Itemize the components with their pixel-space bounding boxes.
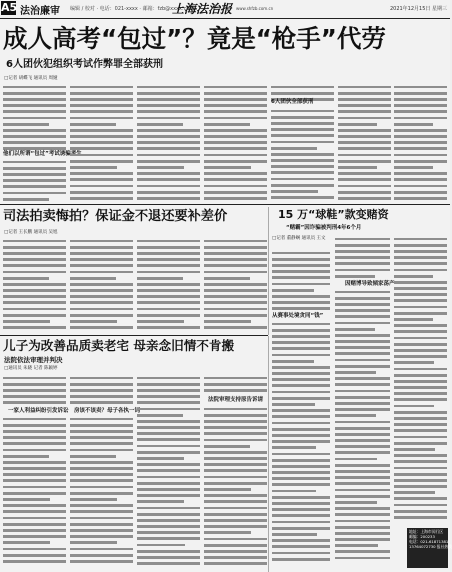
text-line [394, 477, 447, 483]
text-line [3, 472, 66, 478]
ball-col-1b [272, 321, 330, 566]
text-line [272, 432, 330, 438]
text-line [272, 269, 330, 275]
text-line [335, 273, 390, 279]
text-line [394, 103, 447, 109]
text-line [335, 332, 390, 338]
text-line [272, 470, 330, 476]
text-line [70, 394, 133, 400]
text-line [204, 96, 267, 102]
text-line [3, 171, 66, 177]
text-line [204, 281, 267, 287]
text-line [3, 387, 66, 393]
text-line [3, 558, 66, 564]
column-rule-1 [268, 207, 269, 335]
house-subheadline: 法院依法审理并判决 [4, 356, 63, 364]
main-section-head-1: 他们以所谓“包过”考试诱骗考生 [3, 151, 82, 157]
text-line [394, 385, 447, 391]
text-line [3, 281, 66, 287]
text-line [3, 534, 66, 540]
text-line [271, 164, 334, 170]
text-line [137, 554, 200, 560]
text-line [335, 506, 390, 512]
column-rule-2 [268, 336, 269, 572]
text-line [70, 96, 133, 102]
text-line [394, 127, 447, 133]
text-line [335, 530, 390, 536]
auction-col-2 [70, 238, 133, 333]
text-line [204, 462, 267, 468]
text-line [70, 134, 133, 140]
text-line [70, 534, 133, 540]
text-line [394, 354, 447, 360]
house-byline: □通讯员 朱晓 记者 陈颖婷 [4, 366, 58, 371]
text-line [137, 103, 200, 109]
text-line [272, 262, 330, 268]
text-line [335, 248, 390, 254]
text-line [137, 294, 200, 300]
text-line [70, 195, 133, 201]
text-line [335, 376, 390, 382]
house-col-4b [204, 406, 267, 566]
ball-col-3 [394, 236, 447, 526]
text-line [3, 435, 66, 441]
text-line [338, 134, 391, 140]
editor-contact: 编辑 / 校对 · 电话：021-xxxx · 邮箱：fzb@xxxx.com [70, 6, 195, 12]
text-line [335, 431, 390, 437]
text-line [137, 127, 200, 133]
text-line [271, 195, 334, 201]
text-line [271, 120, 334, 126]
text-line [272, 293, 330, 299]
infobox-line-3: 电话：021-61871381 [409, 539, 449, 544]
text-line [394, 255, 447, 261]
text-line [137, 425, 200, 431]
text-line [272, 463, 330, 469]
text-line [137, 431, 200, 437]
text-line [272, 306, 330, 312]
publish-date: 2021年12月15日 星期三 [389, 6, 447, 12]
text-line [272, 371, 330, 377]
text-line [204, 171, 267, 177]
text-line [204, 103, 267, 109]
text-line [338, 195, 391, 201]
text-line [3, 127, 66, 133]
text-line [204, 449, 267, 455]
divider-top [0, 204, 450, 205]
text-line [137, 561, 200, 567]
text-line [70, 257, 133, 263]
text-line [3, 140, 66, 146]
text-line [3, 257, 66, 263]
text-line [394, 134, 447, 140]
text-line [394, 415, 447, 421]
text-line [70, 103, 133, 109]
text-line [137, 524, 200, 530]
text-line [335, 537, 390, 543]
text-line [137, 257, 200, 263]
divider-middle [0, 335, 268, 336]
ball-section-head-1: 从赛事处境贪同“钱” [272, 313, 324, 319]
text-line [394, 171, 447, 177]
auction-headline: 司法拍卖悔拍？保证金不退还要补差价 [3, 209, 228, 224]
text-line [204, 456, 267, 462]
text-line [70, 435, 133, 441]
text-line [3, 294, 66, 300]
house-col-1b [3, 416, 66, 566]
house-section-head-2: 房该不该卖？母子各执一词 [74, 408, 141, 414]
text-line [137, 493, 200, 499]
text-line [204, 555, 267, 561]
text-line [338, 96, 391, 102]
main-article-col-1b [3, 159, 66, 203]
text-line [272, 507, 330, 513]
ball-col-2b [335, 289, 390, 566]
text-line [137, 418, 200, 424]
main-headline: 成人高考“包过”？竟是“枪手”代劳 [3, 24, 386, 53]
text-line [394, 347, 447, 353]
text-line [137, 325, 200, 331]
text-line [394, 195, 447, 201]
text-line [272, 377, 330, 383]
house-col-4 [204, 375, 267, 394]
text-line [137, 530, 200, 536]
main-article-col-1 [3, 84, 66, 150]
text-line [338, 127, 391, 133]
text-line [394, 514, 447, 520]
text-line [335, 555, 390, 561]
text-line [3, 428, 66, 434]
text-line [70, 400, 133, 406]
text-line [70, 472, 133, 478]
text-line [70, 171, 133, 177]
text-line [204, 561, 267, 567]
text-line [204, 493, 267, 499]
text-line [394, 422, 447, 428]
main-article-col-3 [137, 84, 200, 202]
text-line [204, 257, 267, 263]
ball-byline: □记者 董静娴 通讯员 王文 [272, 236, 326, 241]
text-line [272, 333, 330, 339]
text-line [204, 140, 267, 146]
text-line [335, 301, 390, 307]
text-line [3, 103, 66, 109]
text-line [394, 391, 447, 397]
text-line [394, 484, 447, 490]
text-line [3, 400, 66, 406]
text-line [335, 444, 390, 450]
page-number: A5 [1, 1, 18, 14]
text-line [3, 178, 66, 184]
auction-byline: □记者 王长鹏 通讯员 吴旭 [4, 230, 58, 235]
text-line [394, 140, 447, 146]
text-line [394, 279, 447, 285]
text-line [70, 527, 133, 533]
text-line [137, 517, 200, 523]
main-byline: □记者 胡蝶飞 通讯员 周娅 [4, 76, 58, 81]
house-section-head-3: 法院审理支持原告诉请 [208, 397, 264, 403]
text-line [204, 294, 267, 300]
text-line [335, 345, 390, 351]
ball-subheadline: “赌霸”因诈骗被判刑4年6个月 [286, 225, 362, 231]
text-line [137, 387, 200, 393]
text-line [70, 250, 133, 256]
text-line [70, 428, 133, 434]
text-line [272, 538, 330, 544]
text-line [3, 394, 66, 400]
paper-url: www.shfzb.com.cn [236, 6, 274, 11]
house-col-2 [70, 375, 133, 407]
text-line [70, 466, 133, 472]
text-line [204, 195, 267, 201]
main-section-head-2: 6人团伙全部获刑 [271, 99, 314, 105]
text-line [70, 294, 133, 300]
text-line [137, 281, 200, 287]
auction-col-3 [137, 238, 200, 333]
text-line [394, 286, 447, 292]
text-line [204, 250, 267, 256]
text-line [338, 140, 391, 146]
text-line [272, 556, 330, 562]
text-line [204, 517, 267, 523]
text-line [204, 387, 267, 393]
text-line [137, 288, 200, 294]
text-line [335, 407, 390, 413]
text-line [70, 281, 133, 287]
text-line [204, 524, 267, 530]
house-col-2b [70, 416, 133, 566]
main-article-col-6 [338, 84, 391, 202]
text-line [70, 387, 133, 393]
masthead [0, 0, 450, 19]
text-line [335, 475, 390, 481]
house-col-3 [137, 375, 200, 566]
infobox-line-2: 邮编：200233 [409, 534, 435, 539]
auction-col-1 [3, 238, 66, 333]
text-line [137, 462, 200, 468]
text-line [137, 171, 200, 177]
text-line [204, 418, 267, 424]
text-line [394, 292, 447, 298]
text-line [204, 127, 267, 133]
text-line [70, 127, 133, 133]
ball-headline: 15 万“球鞋”款变赌资 [278, 208, 389, 221]
text-line [70, 558, 133, 564]
text-line [335, 400, 390, 406]
text-line [3, 527, 66, 533]
infobox-line-1: 地址：上海市闵行区 [409, 529, 444, 534]
main-article-col-7 [394, 84, 447, 202]
text-line [394, 248, 447, 254]
text-line [204, 325, 267, 331]
text-line [272, 408, 330, 414]
main-article-col-2 [70, 84, 133, 202]
text-line [335, 438, 390, 444]
text-line [271, 158, 334, 164]
text-line [272, 340, 330, 346]
text-line [70, 503, 133, 509]
text-line [204, 134, 267, 140]
text-line [137, 96, 200, 102]
text-line [335, 308, 390, 314]
text-line [394, 453, 447, 459]
text-line [3, 466, 66, 472]
text-line [338, 171, 391, 177]
text-line [137, 486, 200, 492]
paper-name: 上海法治报 [172, 2, 233, 16]
infobox-line-4: 13764072730 报社热线 [409, 544, 452, 549]
auction-col-4 [204, 238, 267, 333]
ball-col-2 [335, 236, 390, 282]
text-line [335, 468, 390, 474]
main-subheadline: 6人团伙犯组织考试作弊罪全部获刑 [6, 59, 163, 70]
text-line [137, 140, 200, 146]
text-line [204, 288, 267, 294]
text-line [3, 196, 66, 202]
text-line [137, 250, 200, 256]
text-line [204, 548, 267, 554]
text-line [70, 140, 133, 146]
text-line [3, 134, 66, 140]
text-line [70, 288, 133, 294]
text-line [394, 378, 447, 384]
house-col-1 [3, 375, 66, 407]
contact-infobox [407, 528, 452, 568]
text-line [272, 476, 330, 482]
text-line [137, 394, 200, 400]
text-line [271, 127, 334, 133]
text-line [70, 325, 133, 331]
text-line [3, 325, 66, 331]
text-line [335, 339, 390, 345]
main-article-col-5b [271, 108, 334, 202]
house-headline: 儿子为改善品质卖老宅 母亲念旧情不肯搬 [3, 338, 235, 353]
text-line [272, 364, 330, 370]
text-line [3, 459, 66, 465]
section-title: 法治廉审 [20, 6, 60, 17]
text-line [3, 288, 66, 294]
text-line [335, 255, 390, 261]
ball-section-head-2: 因赌博导致倾家荡产 [345, 281, 395, 287]
text-line [272, 439, 330, 445]
text-line [137, 134, 200, 140]
text-line [3, 250, 66, 256]
text-line [3, 96, 66, 102]
main-article-col-4 [204, 84, 267, 202]
text-line [338, 103, 391, 109]
text-line [204, 425, 267, 431]
text-line [70, 459, 133, 465]
text-line [272, 300, 330, 306]
text-line [3, 503, 66, 509]
house-section-head-1: 一家人利益纠纷引发诉讼 [8, 408, 69, 414]
text-line [272, 500, 330, 506]
text-line [394, 323, 447, 329]
text-line [271, 151, 334, 157]
text-line [394, 96, 447, 102]
ball-col-1 [272, 250, 330, 312]
text-line [137, 195, 200, 201]
